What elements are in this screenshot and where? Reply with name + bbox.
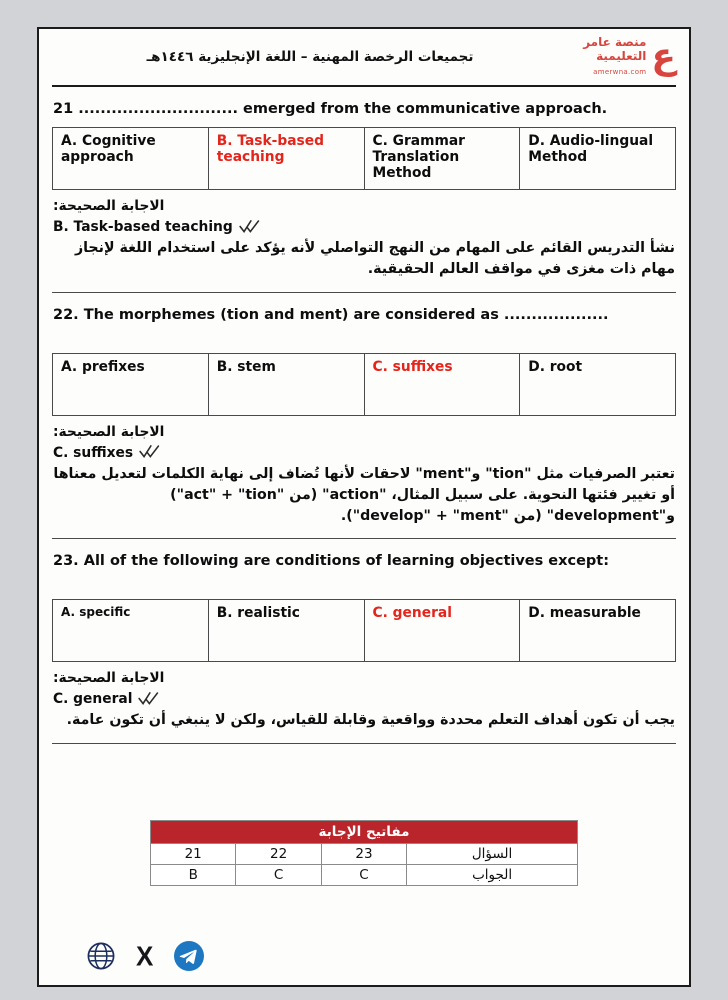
options-row bbox=[53, 600, 676, 662]
option-22-b: B. stem bbox=[208, 353, 364, 415]
publisher-logo bbox=[568, 36, 676, 77]
logo-ain-icon: ع bbox=[651, 35, 676, 77]
footer-social-links bbox=[86, 940, 676, 972]
option-23-c: C. general bbox=[364, 600, 520, 662]
document-page bbox=[37, 27, 691, 987]
x-twitter-icon[interactable] bbox=[136, 940, 154, 972]
document-title: تجميعات الرخصة المهنية – اللغة الإنجليزية ١٤٤٦هـ bbox=[146, 49, 474, 65]
explanation-23: يجب أن تكون أهداف التعلم محددة وواقعية وقابلة للقياس، ولكن لا ينبغي أن تكون عامة. bbox=[66, 712, 675, 729]
option-22-d: D. root bbox=[520, 353, 676, 415]
correct-answer-21 bbox=[53, 219, 675, 235]
answer-key-question-label: السؤال bbox=[407, 843, 578, 864]
question-23-options-table bbox=[52, 599, 676, 662]
answer-key-q3: 23 bbox=[321, 843, 406, 864]
question-22-options-table bbox=[52, 353, 676, 416]
answer-key-a2: C bbox=[236, 864, 321, 885]
option-21-b: B. Task-based teaching bbox=[208, 128, 364, 190]
option-23-a: A. specific bbox=[53, 600, 209, 662]
logo-line2: التعليمية bbox=[596, 49, 647, 64]
answer-section-21 bbox=[52, 190, 676, 292]
checkmark-icon bbox=[138, 444, 161, 459]
answer-key-question-row bbox=[151, 843, 578, 864]
answer-key-a1: B bbox=[151, 864, 236, 885]
options-row bbox=[53, 353, 676, 415]
options-row bbox=[53, 128, 676, 190]
answer-section-23 bbox=[52, 662, 676, 742]
option-21-d: D. Audio-lingual Method bbox=[520, 128, 676, 190]
option-23-b: B. realistic bbox=[208, 600, 364, 662]
question-block-21 bbox=[52, 101, 676, 293]
answer-key-q2: 22 bbox=[236, 843, 321, 864]
answer-key-q1: 21 bbox=[151, 843, 236, 864]
correct-answer-text-22: C. suffixes bbox=[53, 444, 134, 461]
option-21-c: C. Grammar Translation Method bbox=[364, 128, 520, 190]
answer-key-answer-row bbox=[151, 864, 578, 885]
logo-text bbox=[583, 36, 646, 77]
checkmark-icon bbox=[137, 691, 160, 706]
logo-line1: منصة عامر bbox=[583, 35, 647, 50]
answer-key-table bbox=[150, 820, 578, 886]
answer-key-answer-label: الجواب bbox=[407, 864, 578, 885]
question-22-text: 22. The morphemes (tion and ment) are considered as ................... bbox=[53, 306, 609, 323]
option-22-a: A. prefixes bbox=[53, 353, 209, 415]
website-globe-icon[interactable] bbox=[86, 941, 116, 971]
checkmark-icon bbox=[238, 219, 261, 234]
explanation-22: تعتبر الصرفيات مثل "tion" و"ment" لاحقات لأنها تُضاف إلى نهاية الكلمات لتعديل معناها أو تغيير فئتها النحوية. على سبيل المثال، "action" (من "act" + "tion") و"development" (من "develop" + "ment"). bbox=[53, 465, 675, 525]
correct-answer-heading-21: الاجابة الصحيحة: bbox=[53, 198, 165, 214]
telegram-icon[interactable] bbox=[173, 940, 205, 972]
correct-answer-text-21: B. Task-based teaching bbox=[53, 219, 233, 235]
question-21-text: 21 ............................. emerged from the communicative approach. bbox=[53, 101, 608, 117]
option-21-a: A. Cognitive approach bbox=[53, 128, 209, 190]
explanation-21: نشأ التدريس القائم على المهام من النهج التواصلي لأنه يؤكد على استخدام اللغة لإنجاز مهام ذات مغزى في مواقف العالم الحقيقية. bbox=[74, 240, 675, 278]
answer-key-title: مفاتيح الإجابة bbox=[151, 820, 578, 843]
option-23-d: D. measurable bbox=[520, 600, 676, 662]
correct-answer-22 bbox=[53, 445, 675, 461]
answer-section-22 bbox=[52, 416, 676, 539]
answer-key-header-row bbox=[151, 820, 578, 843]
question-block-23 bbox=[52, 553, 676, 743]
page-header bbox=[52, 29, 676, 87]
correct-answer-23 bbox=[53, 691, 675, 707]
question-21-options-table bbox=[52, 127, 676, 190]
x-glyph: X bbox=[136, 940, 154, 972]
correct-answer-text-23: C. general bbox=[53, 691, 133, 708]
question-block-22 bbox=[52, 307, 676, 540]
answer-key-a3: C bbox=[321, 864, 406, 885]
question-23-text: 23. All of the following are conditions of learning objectives except: bbox=[53, 553, 610, 570]
correct-answer-heading-22: الاجابة الصحيحة: bbox=[53, 423, 165, 440]
option-22-c: C. suffixes bbox=[364, 353, 520, 415]
logo-site: amerwna.com bbox=[593, 67, 647, 76]
correct-answer-heading-23: الاجابة الصحيحة: bbox=[53, 670, 165, 687]
